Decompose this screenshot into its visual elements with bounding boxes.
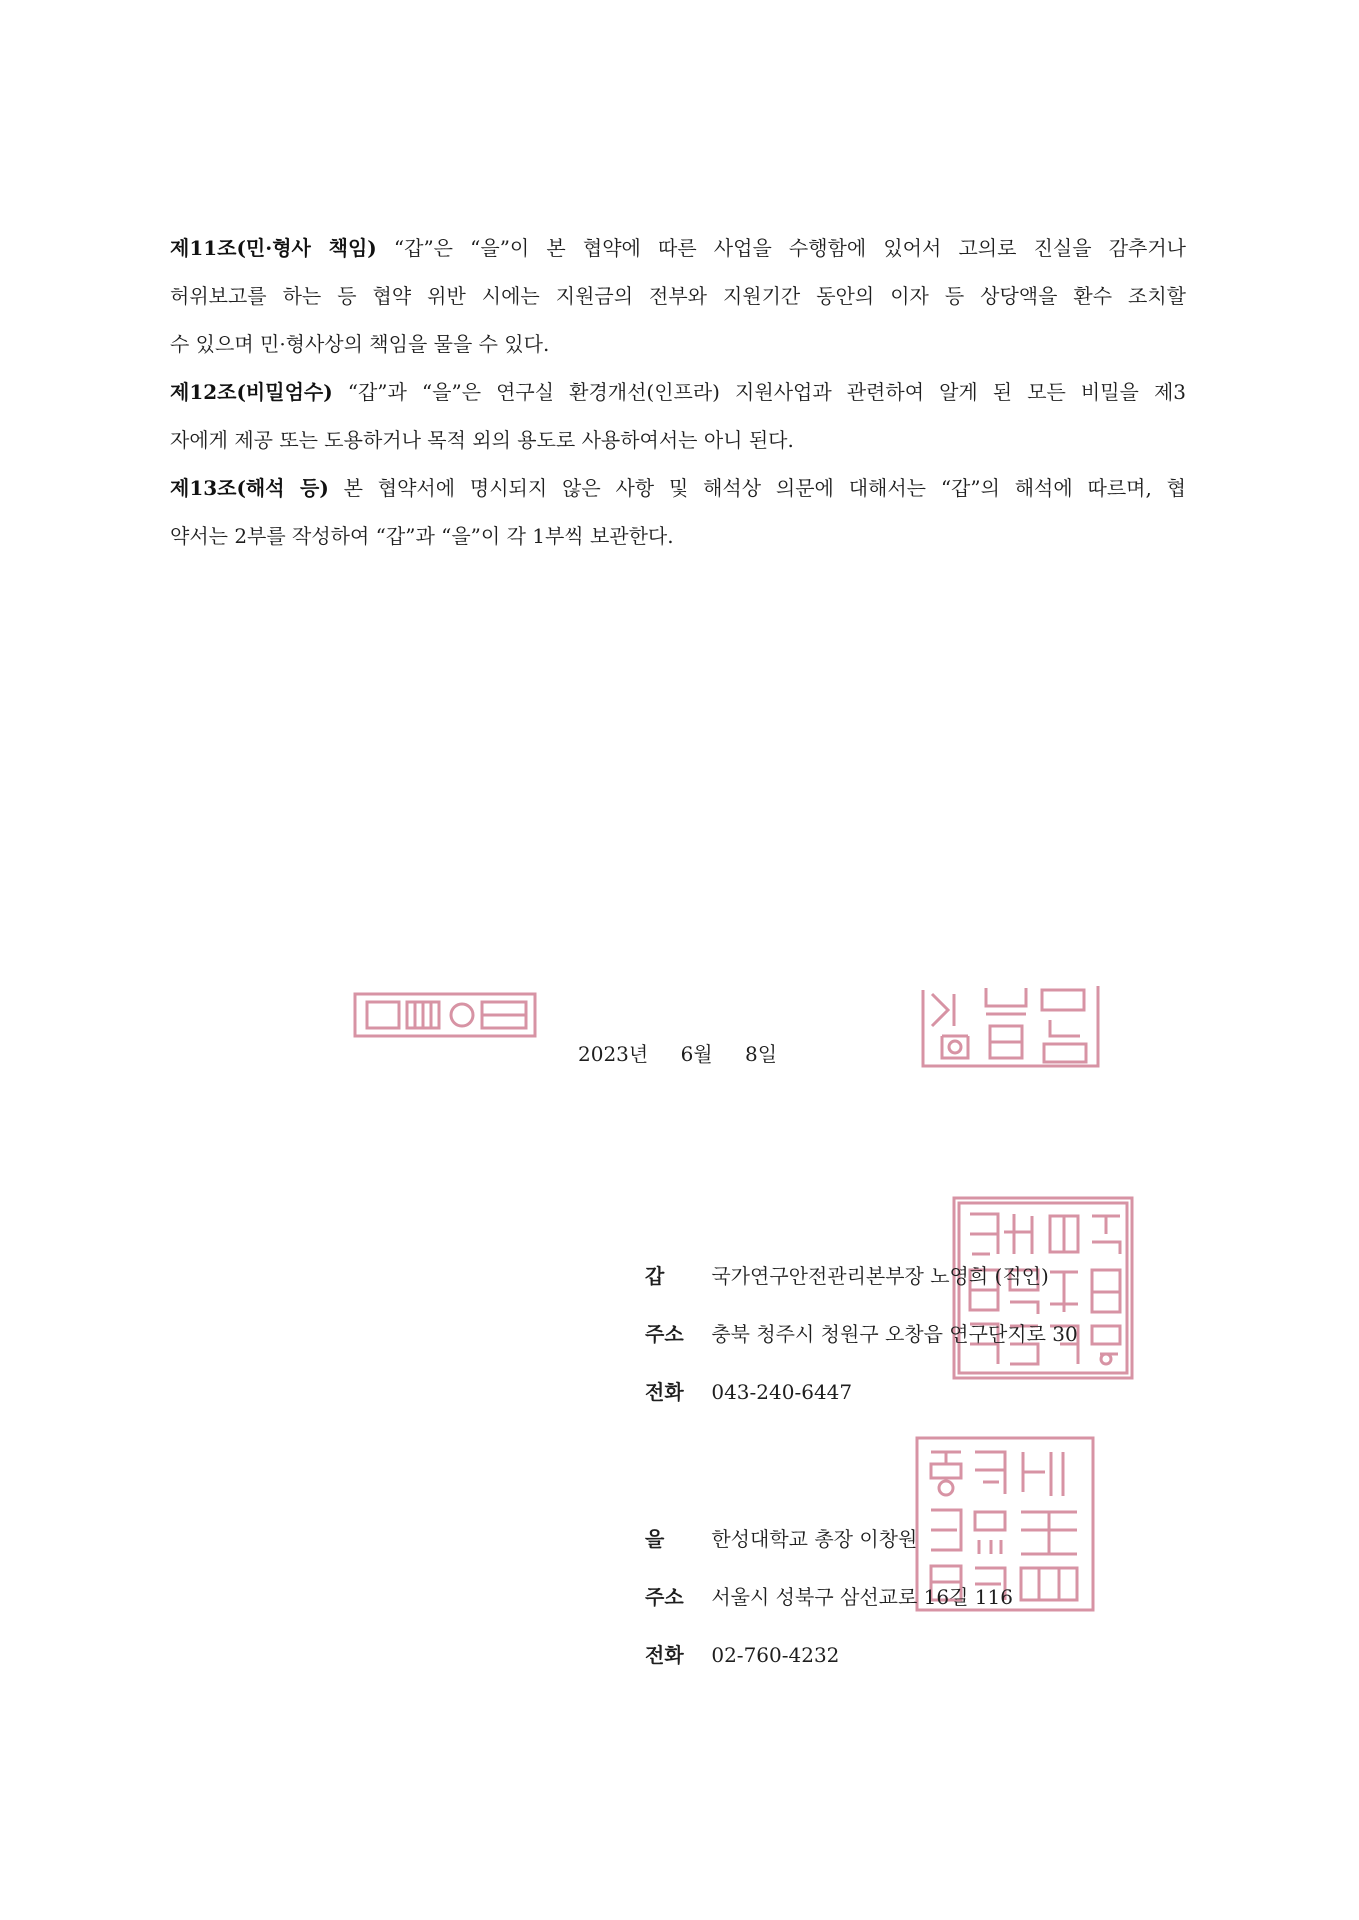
article-11-text-2: 허위보고를 하는 등 협약 위반 시에는 지원금의 전부와 지원기간 동안의 이자 등 상당액을 환수 조치할 [170,284,1186,308]
article-13-line-1 [170,464,1186,512]
party-a-phone-label: 전화 [645,1380,684,1404]
article-11-line-1 [170,224,1186,272]
article-11-line-2 [170,272,1186,320]
article-11-heading: 제11조(민·형사 책임) [170,236,377,260]
party-b-phone: 02-760-4232 [711,1643,840,1667]
party-b-phone-label: 전화 [645,1643,684,1667]
party-b-block [645,1510,1013,1684]
article-12-heading: 제12조(비밀엄수) [170,380,333,404]
article-11-text-3: 수 있으며 민·형사상의 책임을 물을 수 있다. [170,332,550,356]
article-12-line-2 [170,416,1186,464]
party-a-address: 충북 청주시 청원구 오창읍 연구단지로 30 [711,1322,1078,1346]
date-month: 6월 [680,1042,713,1066]
article-13-text-1: 본 협약서에 명시되지 않은 사항 및 해석상 의문에 대해서는 “갑”의 해석에 따르며, 협 [343,476,1187,500]
party-a-name: 국가연구안전관리본부장 노영희 (직인) [711,1264,1049,1288]
article-12-text-1: “갑”과 “을”은 연구실 환경개선(인프라) 지원사업과 관련하여 알게 된 모든 비밀을 제3 [347,380,1186,404]
party-b-name: 한성대학교 총장 이창원 [711,1527,918,1551]
date-year: 2023년 [578,1042,649,1066]
contract-date [578,1038,803,1067]
party-a-address-row [645,1305,1078,1363]
party-a-label: 갑 [645,1264,665,1288]
small-seal-stamp [352,990,538,1040]
party-b-address: 서울시 성북구 삼선교로 16길 116 [711,1585,1013,1609]
article-13-text-2: 약서는 2부를 작성하여 “갑”과 “을”이 각 1부씩 보관한다. [170,524,674,548]
top-right-seal-stamp [920,980,1102,1070]
party-a-phone-row [645,1363,1078,1421]
party-b-name-row [645,1510,1013,1568]
party-a-name-row [645,1247,1078,1305]
articles-section [170,224,1186,560]
date-day: 8일 [744,1042,778,1066]
party-b-phone-row [645,1626,1013,1684]
party-a-block [645,1247,1078,1421]
article-11-text-1: “갑”은 “을”이 본 협약에 따른 사업을 수행함에 있어서 고의로 진실을 감추거나 [393,236,1186,260]
party-a-phone: 043-240-6447 [711,1380,853,1404]
article-11-line-3 [170,320,1186,368]
article-13-heading: 제13조(해석 등) [170,476,329,500]
party-b-address-label: 주소 [645,1585,684,1609]
article-13-line-2 [170,512,1186,560]
party-b-label: 을 [645,1527,665,1551]
party-a-address-label: 주소 [645,1322,684,1346]
party-b-address-row [645,1568,1013,1626]
article-12-text-2: 자에게 제공 또는 도용하거나 목적 외의 용도로 사용하여서는 아니 된다. [170,428,794,452]
article-12-line-1 [170,368,1186,416]
